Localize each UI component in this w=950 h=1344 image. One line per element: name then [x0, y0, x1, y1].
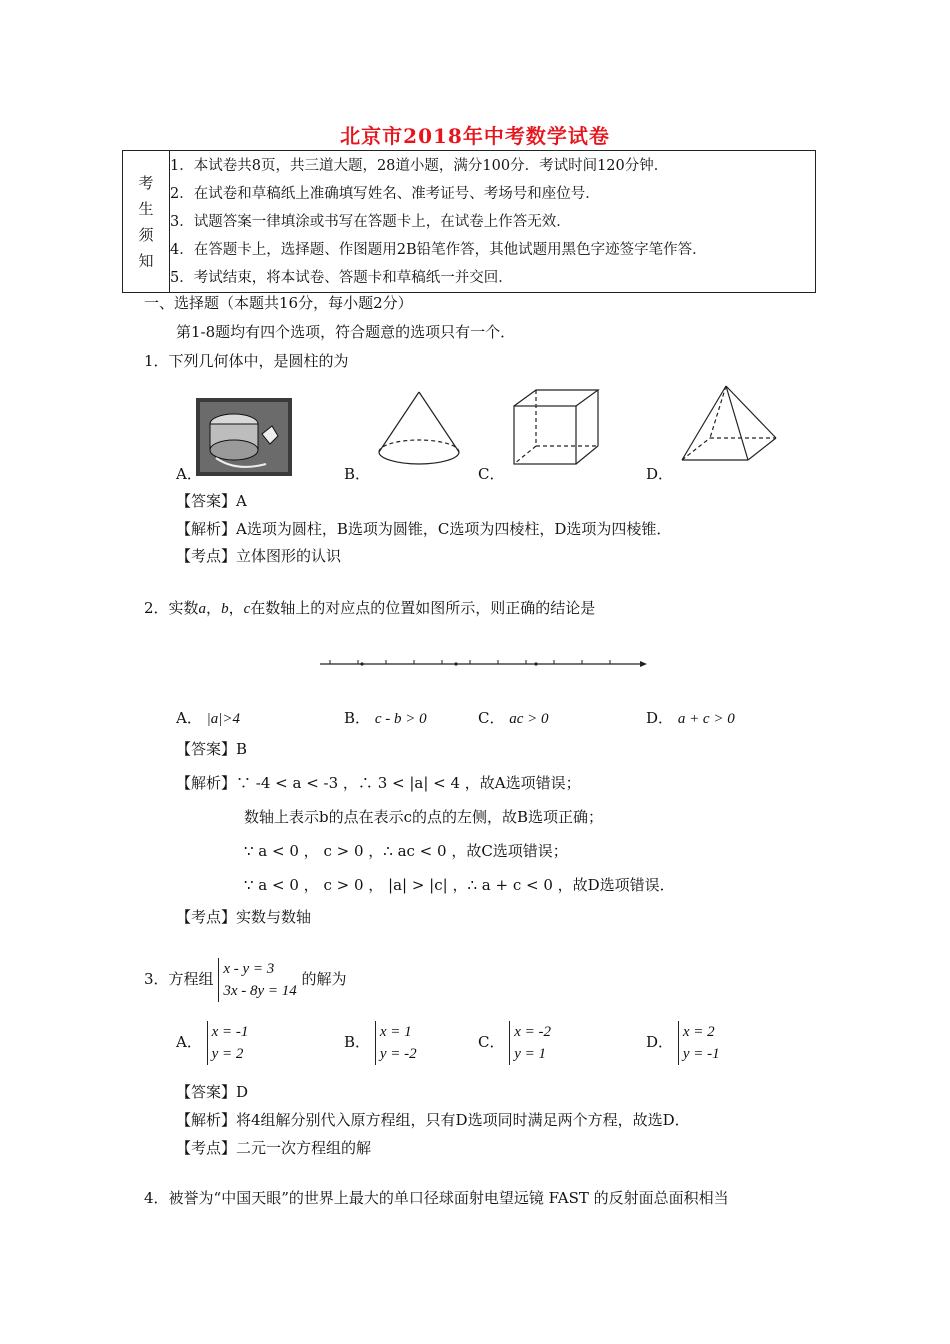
q3-stem [144, 958, 347, 1002]
q2-option [646, 707, 735, 728]
cube-icon [512, 388, 602, 466]
notice-line: 5．考试结束，将本试卷、答题卡和草稿纸一并交回． [170, 269, 513, 286]
q3-stem-prefix: 3．方程组 [144, 970, 214, 988]
q1-option-label: C． [478, 465, 505, 483]
sep: ， [228, 599, 244, 617]
solution-x: x = 2 [682, 1024, 715, 1040]
q2-option-math: |a|>4 [206, 711, 240, 727]
q2-analysis-line: ∵ a < 0 ， c > 0 ， |a| > |c| ，∴ a + c < 0 ，故D选项错误． [244, 876, 675, 894]
section-heading: 一、选择题（本题共16分，每小题2分） [144, 294, 413, 312]
notice-box [122, 150, 816, 293]
page-title: 北京市2018年中考数学试卷 [340, 124, 610, 148]
pyramid-icon [680, 384, 778, 464]
sep: ， [206, 599, 222, 617]
notice-line: 1．本试卷共8页，共三道大题，28道小题，满分100分．考试时间120分钟． [170, 157, 669, 174]
solution-system [509, 1021, 551, 1065]
q2-option-math: a + c > 0 [677, 711, 735, 727]
q2-answer: 【答案】B [176, 740, 248, 758]
notice-label-char: 考 [138, 173, 154, 192]
q1-analysis: 【解析】A选项为圆柱，B选项为圆锥，C选项为四棱柱，D选项为四棱锥． [176, 520, 672, 538]
notice-lines [170, 151, 816, 293]
q3-option-label: C． [478, 1033, 505, 1051]
notice-label-char: 须 [138, 225, 154, 244]
q2-stem-suffix: 在数轴上的对应点的位置如图所示，则正确的结论是 [250, 599, 596, 617]
q2-option [176, 707, 240, 728]
q2-option [478, 707, 549, 728]
q3-option-label: A． [176, 1033, 202, 1051]
q2-analysis-line [176, 772, 581, 793]
q2-option-label: C． [478, 709, 505, 727]
q2-analysis-line: ∵ a < 0 ， c > 0 ，∴ ac < 0 ，故C选项错误； [244, 842, 568, 860]
q1-option-label: B． [344, 465, 371, 483]
q1-option-label: A． [176, 465, 202, 483]
q2-option-label: A． [176, 709, 202, 727]
q2-stem-prefix: 2．实数 [144, 599, 199, 617]
q2-analysis-text: ∵ -4 < a < -3 ，∴ 3 < |a| < 4 ，故A选项错误； [236, 774, 581, 792]
q3-point: 【考点】二元一次方程组的解 [176, 1139, 372, 1157]
notice-label-char: 生 [138, 199, 154, 218]
number-line [318, 654, 648, 674]
equation-system [218, 958, 296, 1002]
q2-point: 【考点】实数与数轴 [176, 908, 312, 926]
solution-x: x = -1 [211, 1024, 249, 1040]
notice-label [123, 151, 170, 293]
equation: 3x - 8y = 14 [223, 983, 297, 999]
notice-line: 2．在试卷和草稿纸上准确填写姓名、准考证号、考场号和座位号． [170, 185, 600, 202]
q3-option [478, 1021, 551, 1065]
solution-x: x = 1 [379, 1024, 412, 1040]
q2-analysis-tag: 【解析】 [176, 774, 237, 792]
var-b: b [221, 601, 229, 617]
q1-option-label: D． [646, 465, 674, 483]
q3-option-label: D． [646, 1033, 674, 1051]
q2-option-label: D． [646, 709, 674, 727]
cylinder-photo-icon [196, 398, 292, 476]
solution-y: y = -2 [379, 1046, 417, 1062]
q3-option [176, 1021, 248, 1065]
solution-x: x = -2 [514, 1024, 552, 1040]
q3-option-label: B． [344, 1033, 371, 1051]
notice-label-char: 知 [138, 251, 154, 270]
var-c: c [243, 601, 251, 617]
equation: x - y = 3 [223, 961, 275, 977]
notice-line: 4．在答题卡上，选择题、作图题用2B铅笔作答，其他试题用黑色字迹签字笔作答． [170, 241, 707, 258]
section-intro: 第1-8题均有四个选项，符合题意的选项只有一个． [176, 323, 516, 341]
solution-system [375, 1021, 417, 1065]
q3-stem-suffix: 的解为 [301, 970, 347, 988]
q3-option [646, 1021, 720, 1065]
q2-option-math: ac > 0 [509, 711, 549, 727]
q2-option-label: B． [344, 709, 371, 727]
q2-stem [144, 597, 595, 618]
q3-analysis: 【解析】将4组解分别代入原方程组，只有D选项同时满足两个方程，故选D． [176, 1111, 690, 1129]
q1-point: 【考点】立体图形的认识 [176, 547, 342, 565]
solution-y: y = -1 [682, 1046, 720, 1062]
q2-option-math: c - b > 0 [374, 711, 427, 727]
solution-system [678, 1021, 720, 1065]
q4-stem: 4．被誉为“中国天眼”的世界上最大的单口径球面射电望远镜 FAST 的反射面总面积相当 [144, 1189, 729, 1207]
notice-line: 3．试题答案一律填涂或书写在答题卡上，在试卷上作答无效． [170, 213, 571, 230]
q2-option [344, 707, 427, 728]
q1-answer: 【答案】A [176, 492, 247, 510]
cone-icon [376, 388, 462, 472]
q3-option [344, 1021, 417, 1065]
solution-y: y = 2 [211, 1046, 244, 1062]
solution-system [207, 1021, 249, 1065]
q1-stem: 1．下列几何体中，是圆柱的为 [144, 352, 349, 370]
solution-y: y = 1 [514, 1046, 547, 1062]
q3-answer: 【答案】D [176, 1083, 249, 1101]
q2-analysis-line: 数轴上表示b的点在表示c的点的左侧，故B选项正确； [244, 808, 604, 826]
var-a: a [198, 601, 207, 617]
